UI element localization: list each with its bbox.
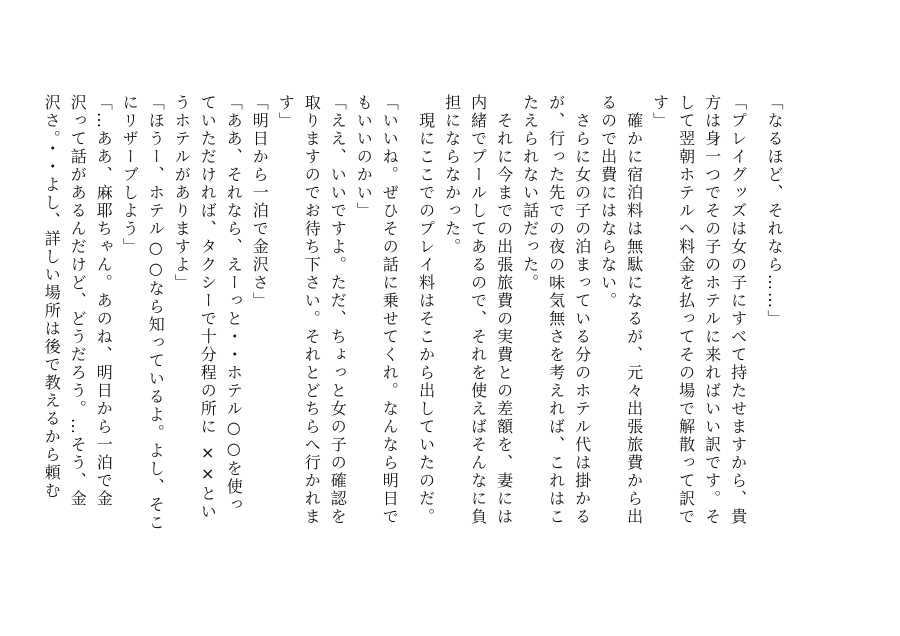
text-line: 内緒でプールしてあるので、それを使えばそんなに負 — [468, 94, 488, 526]
text-line: うホテルがありますよ」 — [172, 94, 192, 292]
text-line: 確かに宿泊料は無駄になるが、元々出張旅費から出 — [624, 111, 644, 526]
paragraph-gap — [402, 94, 412, 544]
text-line: 「ええ、いいですよ。ただ、ちょっと女の子の確認を — [328, 94, 348, 526]
text-line: にリザーブしよう」 — [120, 94, 140, 256]
text-line: 方は身一つでその子のホテルに来ればいい訳です。そ — [702, 94, 722, 526]
text-line: 「プレイグッズは女の子にすべて持たせますから、貴 — [728, 94, 748, 526]
text-line: 「ほうー、ホテル○○なら知っているよ。よし、そこ — [146, 94, 166, 532]
text-line: それに今までの出張旅費の実費との差額を、妻には — [494, 111, 514, 526]
text-line: るので出費にはならない。 — [598, 94, 618, 310]
text-line: もいいのかい」 — [354, 94, 374, 220]
text-line: 「…ああ、麻耶ちゃん。あのね、明日から一泊で金 — [94, 94, 114, 508]
text-line: さらに女の子の泊まっている分のホテル代は掛かる — [572, 111, 592, 526]
text-line: 「いいね。ぜひその話に乗せてくれ。なんなら明日で — [380, 94, 400, 526]
text-line: して翌朝ホテルへ料金を払ってその場で解散って訳で — [676, 94, 696, 526]
text-line: 取りますのでお待ち下さい。それとどちらへ行かれま — [302, 94, 322, 526]
text-line: 沢さ。・・よし、詳しい場所は後で教えるから頼む — [42, 94, 62, 500]
text-line: 「なるほど、それなら……」 — [765, 94, 784, 328]
text-line: 「明日から一泊で金沢さ」 — [250, 94, 270, 310]
text-line: ていただければ、タクシーで十分程の所に ××とい — [198, 94, 218, 522]
text-line: 現にここでのプレイ料はそこから出していたのだ。 — [416, 111, 436, 526]
text-line: が、行った先での夜の味気無さを考えれば、これはこ — [546, 94, 566, 526]
text-line: たえられない話だった。 — [520, 94, 540, 292]
text-line: す」 — [650, 94, 670, 130]
vertical-text-body — [38, 94, 787, 544]
text-line: 沢って話があるんだけど、どうだろう。…そう、金 — [68, 94, 88, 508]
text-line: す」 — [276, 94, 296, 130]
text-line: 「ああ、それなら、えーっと・・ホテル○○を使っ — [224, 94, 244, 514]
paragraph-gap — [751, 94, 761, 544]
text-line: 担にならなかった。 — [442, 94, 462, 256]
